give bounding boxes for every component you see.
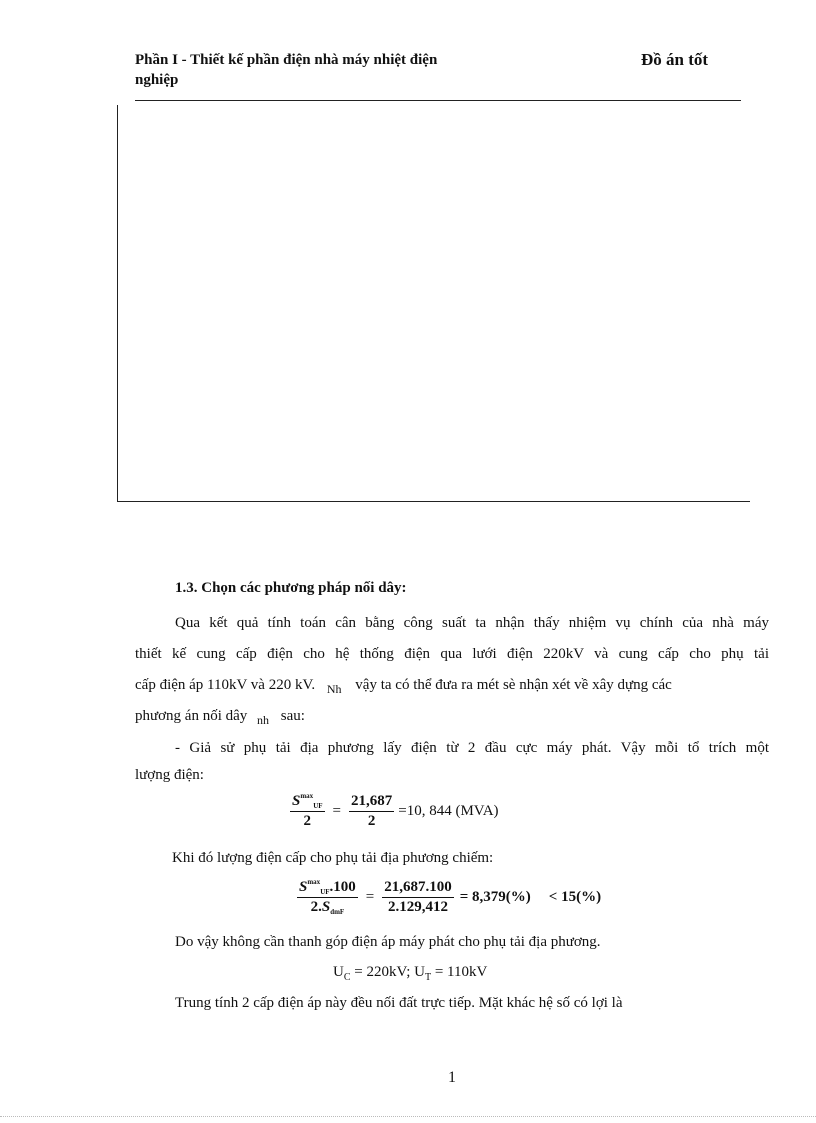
paragraph-text: cấp điện áp 110kV và 220 kV. bbox=[135, 677, 316, 693]
fraction-left bbox=[297, 879, 358, 916]
paragraph-line: - Giả sử phụ tải địa phương lấy điện từ 2 đầu cực máy phát. Vậy mỗi tổ trích một bbox=[175, 740, 769, 756]
header-chapter-line1: Phần I - Thiết kế phần điện nhà máy nhiệt điện bbox=[135, 52, 438, 68]
symbol-s: S bbox=[292, 793, 301, 809]
voltage-value: = 110kV bbox=[431, 964, 488, 980]
symbol-s: S bbox=[321, 899, 331, 915]
paragraph-line bbox=[135, 670, 769, 701]
fraction-numerator bbox=[297, 879, 358, 898]
numerator-suffix: .100 bbox=[329, 879, 356, 895]
fraction-numerator: 21,687.100 bbox=[382, 879, 454, 898]
fraction-numerator: 21,687 bbox=[349, 793, 394, 812]
voltage-symbol: U bbox=[414, 964, 425, 980]
header-document-type: Đồ án tốt bbox=[641, 50, 709, 69]
voltage-symbol: U bbox=[333, 964, 344, 980]
equation-comparison: < 15(%) bbox=[548, 889, 602, 905]
stray-fragment: nh bbox=[257, 713, 270, 727]
equation-per-unit-load bbox=[286, 793, 499, 830]
equals-sign: = bbox=[365, 889, 375, 905]
page-number: 1 bbox=[448, 1069, 456, 1086]
voltage-levels bbox=[333, 957, 487, 989]
header-chapter-line2: nghiệp bbox=[135, 72, 179, 88]
fraction-numerator bbox=[290, 793, 325, 812]
header-divider bbox=[135, 100, 741, 101]
equals-sign: = bbox=[332, 803, 341, 819]
paragraph-line bbox=[135, 701, 769, 732]
subscript: dmF bbox=[330, 908, 345, 916]
header-chapter-title bbox=[135, 50, 555, 90]
paragraph-text: sau: bbox=[280, 708, 305, 724]
section-title: 1.3. Chọn các phương pháp nối dây: bbox=[175, 580, 407, 596]
equation-result: =10, 844 (MVA) bbox=[398, 803, 499, 819]
equation-load-percentage bbox=[293, 879, 601, 916]
equation-result: = 8,379(%) bbox=[459, 889, 531, 905]
paragraph-line: thiết kế cung cấp điện cho hệ thống điện qua lưới điện 220kV và cung cấp cho phụ tải bbox=[135, 646, 769, 662]
paragraph-text: phương án nối dây bbox=[135, 708, 248, 724]
paragraph-line: lượng điện: bbox=[135, 767, 204, 783]
fraction-right bbox=[349, 793, 394, 830]
fraction-left bbox=[290, 793, 325, 830]
paragraph-line: Do vậy không cần thanh góp điện áp máy phát cho phụ tải địa phương. bbox=[175, 934, 601, 950]
voltage-value: = 220kV; bbox=[350, 964, 415, 980]
subscript: UF bbox=[320, 888, 330, 896]
voltage-subscript: C bbox=[343, 972, 351, 983]
paragraph-line: Khi đó lượng điện cấp cho phụ tải địa phương chiếm: bbox=[172, 850, 494, 866]
fraction-denominator bbox=[311, 898, 345, 916]
fraction-right bbox=[382, 879, 454, 916]
paragraph-text: vậy ta có thể đưa ra mét sè nhận xét về xây dựng các bbox=[355, 677, 672, 693]
voltage-subscript: T bbox=[424, 972, 432, 983]
figure-frame bbox=[117, 105, 750, 502]
superscript: max bbox=[307, 878, 321, 886]
fraction-denominator: 2 bbox=[367, 813, 376, 829]
denominator-prefix: 2. bbox=[310, 899, 322, 915]
symbol-s: S bbox=[299, 879, 308, 895]
paragraph-line: Trung tính 2 cấp điện áp này đều nối đất trực tiếp. Mặt khác hệ số có lợi là bbox=[175, 995, 623, 1011]
subscript: UF bbox=[313, 802, 323, 810]
paragraph-line: Qua kết quả tính toán cân bằng công suất ta nhận thấy nhiệm vụ chính của nhà máy bbox=[175, 615, 769, 631]
fraction-denominator: 2 bbox=[303, 813, 312, 829]
fraction-denominator: 2.129,412 bbox=[388, 899, 448, 915]
superscript: max bbox=[300, 792, 314, 800]
stray-fragment: Nh bbox=[326, 682, 342, 696]
footer-dotted-rule bbox=[0, 1116, 816, 1117]
